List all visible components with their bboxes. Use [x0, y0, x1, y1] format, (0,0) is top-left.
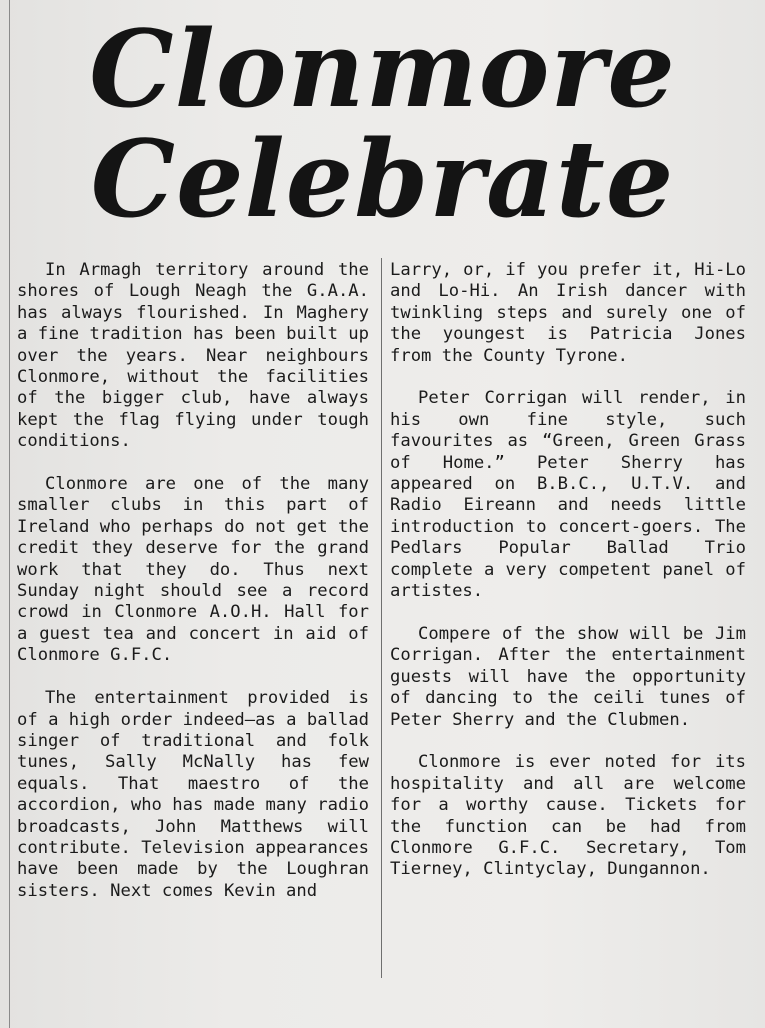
headline-line-2: Celebrate [90, 116, 675, 241]
paragraph-left-1: In Armagh territory around the shores of Lough Neagh the G.A.A. has always flourished. In Maghery a fine tradition has been built up over the years. Near neighbours Clonmore, without the facilities of the bigger club, have always kept the flag flying under tough conditions. [17, 260, 369, 452]
paragraph-left-2: Clonmore are one of the many smaller clubs in this part of Ireland who perhaps do not get the credit they deserve for the grand work that they do. Thus next Sunday night should see a record crowd in Clonmore A.O.H. Hall for a guest tea and concert in aid of Clonmore G.F.C. [17, 474, 369, 666]
column-divider [381, 258, 382, 978]
headline-line-1: Clonmore [89, 6, 676, 131]
paragraph-right-3: Compere of the show will be Jim Corrigan. After the entertainment guests will have the opportunity of dancing to the ceili tunes of Peter Sherry and the Clubmen. [390, 623, 746, 730]
paragraph-right-1: Larry, or, if you prefer it, Hi-Lo and Lo-Hi. An Irish dancer with twinkling steps and surely one of the youngest is Patricia Jones from the County Tyrone. [390, 260, 746, 366]
paragraph-right-2: Peter Corrigan will render, in his own fine style, such favourites as “Green, Green Grass of Home.” Peter Sherry has appeared on B.B.C., U.T.V. and Radio Eireann and needs little introduction to concert-goers. The Pedlars Popular Ballad Trio complete a very competent panel of artistes. [390, 388, 746, 602]
paragraph-left-3: The entertainment provided is of a high order indeed—as a ballad singer of traditional and folk tunes, Sally McNally has few equals. That maestro of the accordion, who has made many radio broadcasts, John Matthews will contribute. Television appearances have been made by the Loughran sisters. Next comes Kevin and [17, 688, 369, 901]
article-column-left [17, 260, 369, 924]
paragraph-right-4: Clonmore is ever noted for its hospitality and all are welcome for a worthy cause. Tickets for the function can be had from Clonmore G.F.C. Secretary, Tom Tierney, Clintyclay, Dungannon. [390, 752, 746, 880]
article-column-right [390, 260, 746, 902]
